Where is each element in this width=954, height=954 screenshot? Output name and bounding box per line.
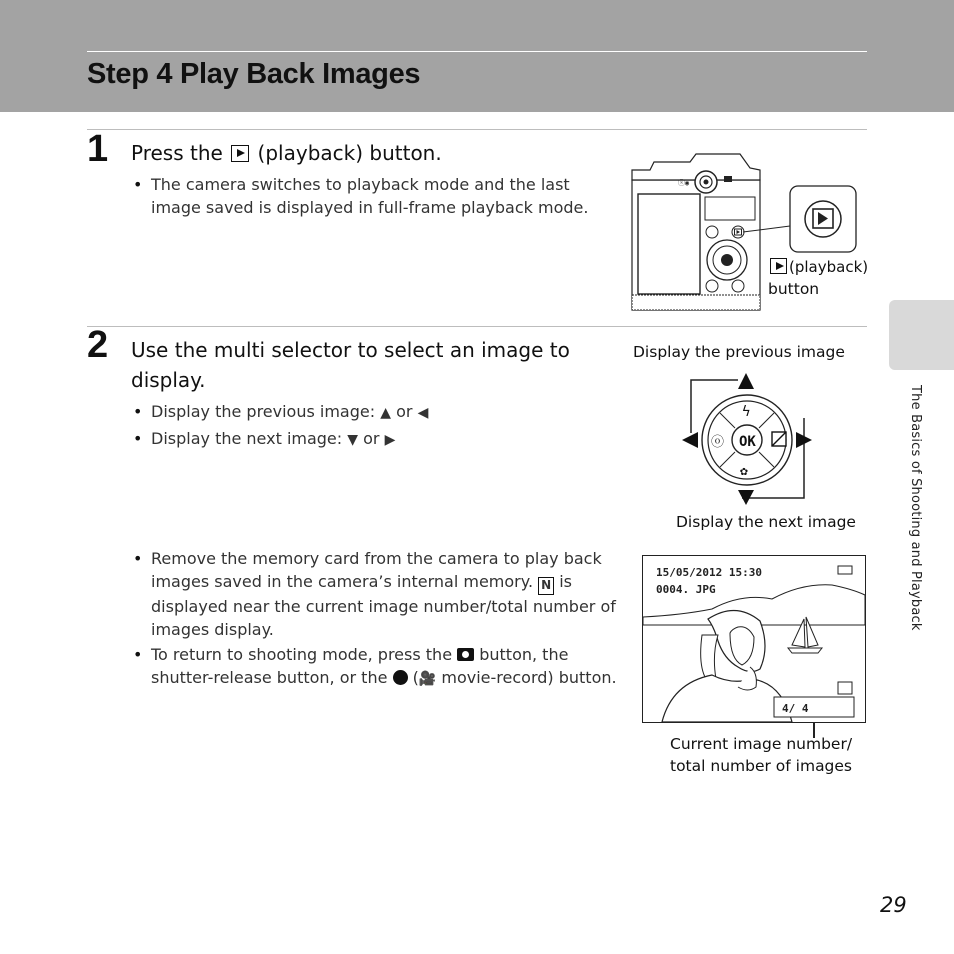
step1-heading-pre: Press the	[131, 141, 223, 165]
section-tab	[889, 300, 954, 370]
note1-post: is displayed near the current image number/total number of images display.	[151, 572, 616, 639]
bullet-prev-text: Display the previous image:	[151, 402, 376, 421]
bullet-next-text: Display the next image:	[151, 429, 343, 448]
camera-icon	[457, 648, 474, 661]
left-arrow-icon: ◀	[417, 405, 429, 421]
note-shooting-mode	[131, 643, 621, 691]
svg-text:OK: OK	[739, 434, 756, 450]
svg-text:ϟ: ϟ	[742, 404, 751, 420]
internal-memory-icon: N	[538, 577, 554, 595]
bullet-next-or: or	[363, 429, 380, 448]
step2-rule	[87, 326, 867, 327]
svg-text:✿: ✿	[740, 464, 748, 479]
right-arrow-icon: ▶	[384, 432, 396, 448]
note2-mid2: (	[412, 668, 419, 687]
page-number: 29	[880, 893, 907, 917]
camera-back-illustration	[630, 150, 870, 312]
counter-caption-line2: total number of images	[670, 757, 853, 775]
screen-counter: 4/ 4	[782, 702, 809, 715]
step1-heading	[131, 138, 442, 168]
step2-bullet-prev	[131, 400, 621, 425]
screen-datetime: 15/05/2012 15:30	[656, 566, 762, 579]
step1-bullet: • The camera switches to playback mode and the last image saved is displayed in full-frame playback mode.	[131, 173, 621, 219]
screen-filename: 0004. JPG	[656, 583, 716, 596]
note-internal-memory	[131, 547, 621, 641]
up-arrow-icon: ▲	[380, 405, 391, 421]
label-previous-image: Display the previous image	[633, 343, 845, 361]
page-title: Step 4 Play Back Images	[87, 58, 421, 90]
playback-callout-suffix: (playback)	[789, 258, 869, 276]
step1-bullets	[131, 173, 621, 221]
header-band	[0, 0, 954, 112]
label-next-image: Display the next image	[676, 513, 856, 531]
step1-number: 1	[87, 128, 109, 170]
note2-mid1: button, the shutter-release button, or the	[151, 645, 569, 687]
header-rule	[87, 51, 867, 52]
section-label: The Basics of Shooting and Playback	[908, 385, 923, 631]
notes-list	[131, 547, 621, 693]
svg-text:ⓢ◉: ⓢ◉	[678, 179, 690, 187]
playback-icon	[231, 145, 249, 162]
step2-heading: Use the multi selector to select an image to display.	[131, 338, 570, 392]
multi-selector-illustration	[680, 366, 820, 516]
step2-bullets	[131, 400, 621, 454]
step1-heading-post: (playback) button.	[257, 141, 442, 165]
note1-pre: Remove the memory card from the camera to play back images saved in the camera’s internal memory.	[151, 549, 602, 591]
down-arrow-icon: ▼	[347, 432, 359, 448]
note2-post: movie-record) button.	[441, 668, 617, 687]
counter-caption-line1: Current image number/	[670, 735, 853, 753]
bullet-prev-or: or	[396, 402, 413, 421]
record-dot-icon	[393, 670, 408, 685]
playback-screen-illustration	[642, 555, 866, 723]
playback-callout-icon	[770, 258, 787, 274]
movie-icon: 🎥	[418, 671, 437, 687]
note2-pre: To return to shooting mode, press the	[151, 645, 453, 664]
playback-callout-line2: button	[768, 280, 820, 298]
svg-text:ⓞ: ⓞ	[711, 435, 725, 450]
playback-callout	[768, 256, 868, 278]
step1-rule	[87, 129, 867, 130]
step2-number: 2	[87, 324, 109, 366]
step2-bullet-next	[131, 427, 621, 452]
